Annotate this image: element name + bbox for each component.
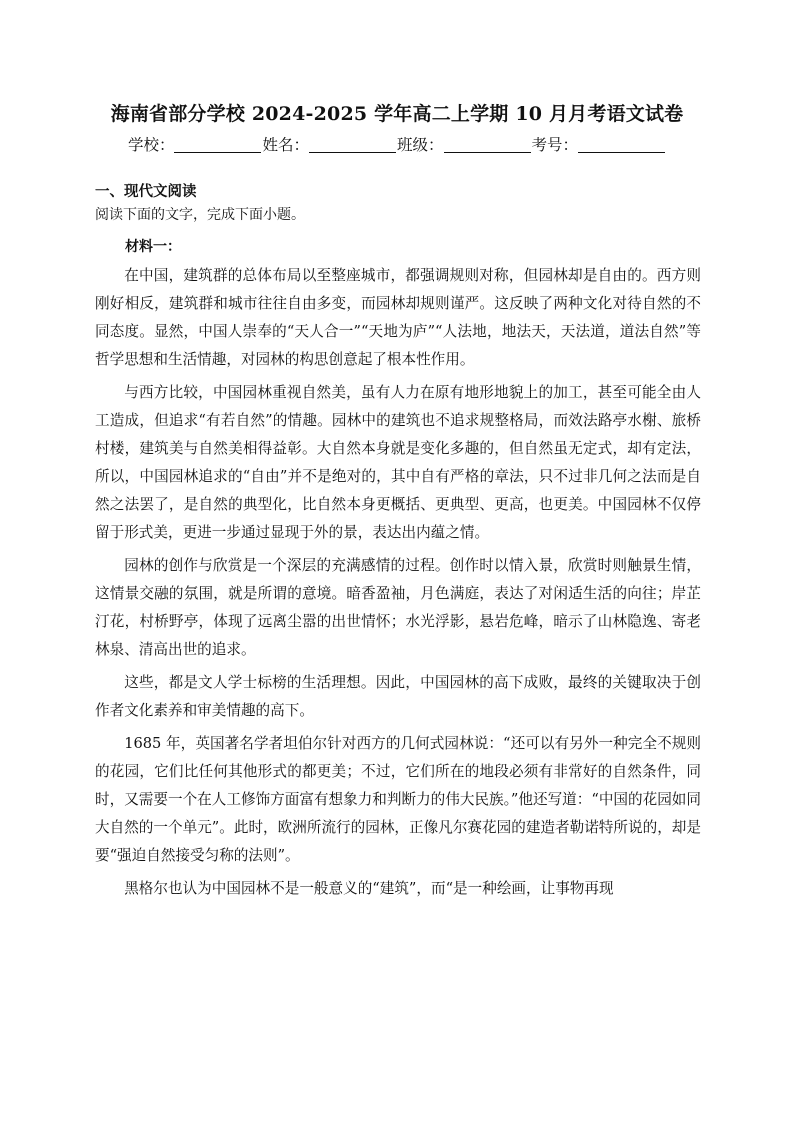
passage-paragraph: 园林的创作与欣赏是一个深层的充满感情的过程。创作时以情入景，欣赏时则触景生情，这情景交融的氛围，就是所谓的意境。暗香盈袖，月色满庭，表达了对闲适生活的向往；岸芷汀花，村桥野亭，体现了远离尘嚣的出世情怀；水光浮影，悬岩危峰，暗示了山林隐逸、寄老林泉、清高出世的追求。 xyxy=(95,557,701,659)
name-blank xyxy=(309,135,396,153)
school-blank xyxy=(174,135,261,153)
class-blank xyxy=(444,135,531,153)
school-label: 学校： xyxy=(127,136,175,154)
section-heading: 一、现代文阅读 xyxy=(95,184,197,200)
name-label: 姓名： xyxy=(262,136,309,154)
reading-passage xyxy=(95,262,701,903)
class-label: 班级： xyxy=(397,136,444,154)
passage-paragraph: 在中国，建筑群的总体布局以至整座城市，都强调规则对称，但园林却是自由的。西方则刚好相反，建筑群和城市往往自由多变，而园林却规则谨严。这反映了两种文化对待自然的不同态度。显然，中国人崇奉的“天人合一”“天地为庐”“人法地，地法天，天法道，道法自然”等哲学思想和生活情趣，对园林的构思创意起了根本性作用。 xyxy=(95,267,701,369)
material-label: 材料一： xyxy=(125,239,181,255)
exam-number-label: 考号： xyxy=(531,136,579,154)
passage-paragraph: 与西方比较，中国园林重视自然美，虽有人力在原有地形地貌上的加工，甚至可能全由人工造成，但追求“有若自然”的情趣。园林中的建筑也不追求规整格局，而效法路亭水榭、旅桥村楼，建筑美与自然美相得益彰。大自然本身就是变化多趣的，但自然虽无定式，却有定法，所以，中国园林追求的“自由”并不是绝对的，其中自有严格的章法，只不过非几何之法而是自然之法罢了，是自然的典型化，比自然本身更概括、更典型、更高，也更美。中国园林不仅停留于形式美，更进一步通过显现于外的景，表达出内蕴之情。 xyxy=(95,383,701,542)
exam-title: 海南省部分学校 2024-2025 学年高二上学期 10 月月考语文试卷 xyxy=(110,103,684,125)
passage-paragraph: 黑格尔也认为中国园林不是一般意义的“建筑”，而“是一种绘画，让事物再现 xyxy=(124,879,614,897)
passage-paragraph: 1685 年，英国著名学者坦伯尔针对西方的几何式园林说：“还可以有另外一种完全不规则的花园，它们比任何其他形式的都更美；不过，它们所在的地段必须有非常好的自然条件，同时，又需要一个在人工修饰方面富有想象力和判断力的伟大民族。”他还写道：“中国的花园如同大自然的一个单元”。此时，欧洲所流行的园林，正像凡尔赛花园的建造者勒诺特所说的，却是要“强迫自然接受匀称的法则”。 xyxy=(95,734,701,865)
class-field xyxy=(397,133,532,157)
school-field xyxy=(128,133,263,157)
exam-number-field xyxy=(532,133,667,157)
name-field xyxy=(262,133,397,157)
exam-number-blank xyxy=(578,135,665,153)
student-info-row xyxy=(0,133,794,157)
passage-paragraph: 这些，都是文人学士标榜的生活理想。因此，中国园林的高下成败，最终的关键取决于创作者文化素养和审美情趣的高下。 xyxy=(95,674,701,720)
reading-instruction: 阅读下面的文字，完成下面小题。 xyxy=(95,207,305,223)
